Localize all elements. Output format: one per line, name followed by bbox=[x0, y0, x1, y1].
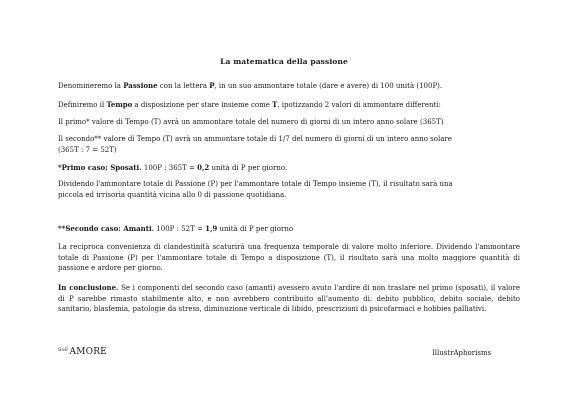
paragraph-passione: Denomineremo la Passione con la lettera P, in un suo ammontare totale (dare e avere) di 100 unità (100P). bbox=[58, 81, 443, 90]
footer-brand-left: $^{SoF}$AMORE bbox=[58, 347, 107, 357]
paragraph-conclusione: In conclusione. Se i componenti del secondo caso (amanti) avessero avuto l'ardire di non traslare nel primo (sposati), il valore di P sarebbe rimasto stabilmente alto, e non avrebbero contribuito all'aumento di: debito pubblico, debito sociale, debito sanitario, blasfemia, patologie da stress, diminuzione verticale di libido, prescrizioni di psicofarmaci e hobbies palliativi. bbox=[58, 283, 520, 314]
paragraph-secondo-caso-spiegazione: La reciproca convenienza di clandestinità scaturirà una frequenza temporale di valore molto inferiore. Dividendo l'ammontare totale di Passione (P) per l'ammontare totale di Tempo a disposizione (T), il risultato sarà una molto maggiore quantità di passione e ardore per giorno. bbox=[58, 243, 520, 273]
paragraph-secondo-valore: Il secondo** valore di Tempo (T) avrà un ammontare totale di 1/7 del numero di giorni di un intero anno solare (365T : 7 = 52T) bbox=[58, 135, 452, 154]
document-title: La matematica della passione bbox=[220, 57, 348, 66]
paragraph-primo-valore: Il primo* valore di Tempo (T) avrà un ammontare totale del numero di giorni di un intero anno solare (365T) bbox=[58, 118, 444, 126]
paragraph-primo-caso: *Primo caso; Sposati. 100P : 365T = 0,2 unità di P per giorno. bbox=[58, 163, 288, 172]
footer-brand-right: IllustrAphorisms bbox=[432, 349, 492, 357]
paragraph-secondo-caso: **Secondo caso: Amanti. 100P : 52T = 1,9 unità di P per giorno bbox=[58, 224, 294, 233]
paragraph-primo-caso-spiegazione: Dividendo l'ammontare totale di Passione (P) per l'ammontare totale di Tempo insieme (T), il risultato sarà una piccola ed irrisoria quantità vicina allo 0 di passione quotidiana. bbox=[58, 180, 453, 199]
paragraph-tempo: Definiremo il Tempo a disposizione per stare insieme come T, ipotizzando 2 valori di ammontare differenti: bbox=[58, 100, 441, 109]
